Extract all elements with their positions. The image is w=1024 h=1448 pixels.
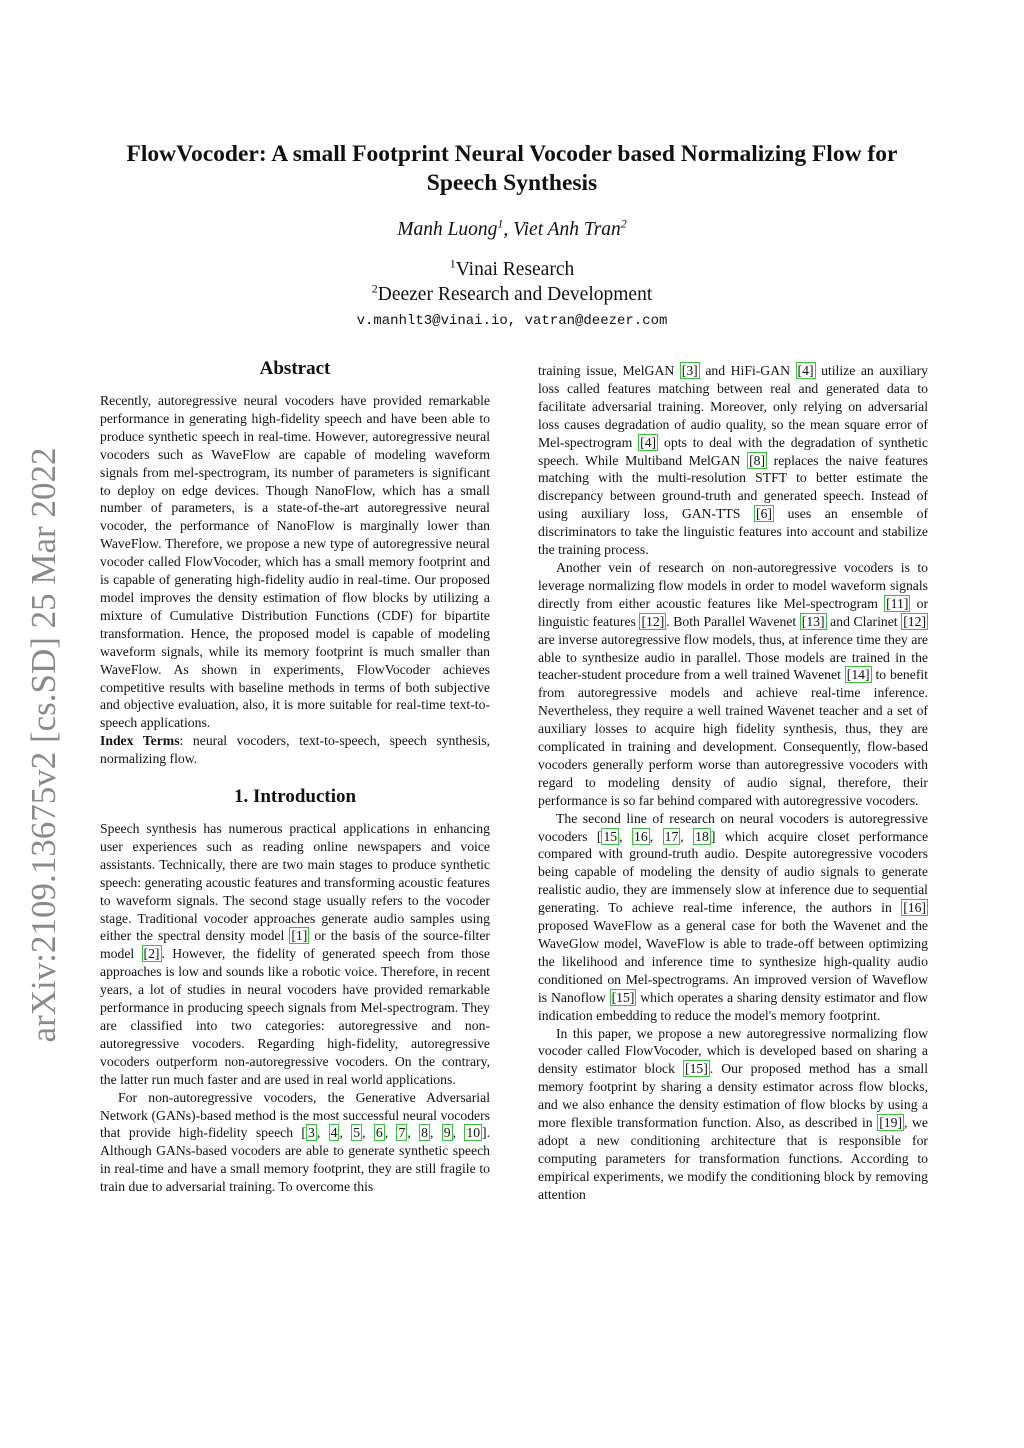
- affiliation-2-mark: 2: [371, 281, 378, 296]
- text-run: , we adopt a new conditioning architecture that is responsible for computing parameters for transformation functions. According to empirical experiments, we modify the conditioning block by removing attention: [538, 1115, 928, 1202]
- text-run: Speech synthesis has numerous practical applications in enhancing user experiences such as reading online newspapers and voice assistants. Technically, there are two main stages to produce synthetic speech: generating acoustic features and transforming acoustic features to waveform signals. The second stage usually refers to the vocoder stage. Traditional vocoder approaches generate audio samples using either the spectral density model: [100, 821, 490, 944]
- citation-link[interactable]: [12]: [903, 613, 927, 629]
- citation-group: 15 , 16 , 17 , 18: [603, 828, 709, 844]
- citation-link[interactable]: 8: [421, 1125, 428, 1141]
- author-1-affiliation: 1: [497, 216, 504, 231]
- citation-link[interactable]: 17: [664, 828, 679, 844]
- text-run: . Our proposed method has a small memory footprint by sharing a density estimator across flow blocks, and we also enhance the density estimation of flow blocks by using a more flexible transformation function. Also, as described in: [538, 1061, 928, 1131]
- left-column: [100, 358, 490, 1196]
- intro-paragraph-2: [100, 1089, 490, 1196]
- intro-paragraph-3: [538, 362, 928, 559]
- text-run: utilize an auxiliary loss called features matching between real and generated data to facilitate adversarial training. Moreover, only relying on adversarial loss causes degradation of audio quality, so the mean square error of Mel-spectrogram: [538, 363, 928, 450]
- abstract-text: Recently, autoregressive neural vocoders have provided remarkable performance in generating high-fidelity speech and have been able to produce synthetic speech in real-time. However, autoregressive neural vocoders such as WaveFlow are capable of modeling waveform signals from mel-spectrogram, its number of parameters is significant to deploy on edge devices. Though NanoFlow, which has a small number of parameters, is a state-of-the-art autoregressive neural vocoder, the performance of NanoFlow is marginally lower than WaveFlow. Therefore, we propose a new type of autoregressive neural vocoder called FlowVocoder, which has a small memory footprint and is capable of generating high-fidelity audio in real-time. Our proposed model improves the density estimation of flow blocks by utilizing a mixture of Cumulative Distribution Functions (CDF) for bipartite transformation. Hence, the proposed model is capable of modeling waveform signals, while its memory footprint is much smaller than WaveFlow. As shown in experiments, FlowVocoder achieves competitive results with baseline methods in terms of both subjective and objective evaluation, also, it is more suitable for real-time text-to-speech applications.: [100, 393, 490, 731]
- text-run: proposed WaveFlow as a general case for both the Wavenet and the WaveGlow model, WaveFlow is able to trade-off between optimizing the likelihood and inference time to synthesize high-quality audio conditioned on Mel-spectrograms. An improved version of Waveflow is Nanoflow: [538, 918, 928, 1005]
- citation-link[interactable]: 18: [695, 828, 709, 844]
- citation-link[interactable]: 16: [634, 828, 648, 844]
- intro-paragraph-5: [538, 810, 928, 1025]
- text-run: to benefit from autoregressive models and achieve real-time inference. Nevertheless, they require a well trained Wavenet teacher and a set of auxiliary losses to acquire high fidelity synthesis, thus, they are complicated in training and development. Consequently, flow-based vocoders generally perform worse than autoregressive vocoders with regard to modeling density of audio signal, therefore, their performance is so far behind compared with autoregressive vocoders.: [538, 667, 928, 808]
- intro-paragraph-6: [538, 1025, 928, 1204]
- affiliation-1-mark: 1: [449, 256, 456, 271]
- affiliation-2-name: Deezer Research and Development: [377, 284, 653, 305]
- intro-paragraph-1: [100, 820, 490, 1089]
- text-run: and HiFi-GAN: [699, 363, 796, 378]
- citation-link[interactable]: [4]: [797, 363, 814, 378]
- text-run: ]. Although GANs-based vocoders are able to generate synthetic speech in real-time and have a small memory footprint, they are still fragile to train due to adversarial training. To overcome this: [100, 1125, 491, 1195]
- citation-link[interactable]: [12]: [641, 613, 665, 629]
- text-run: training issue, MelGAN: [538, 363, 680, 378]
- author-1: Manh Luong: [397, 219, 498, 240]
- citation-group: 3 , 4 , 5 , 6 , 7 , 8 , 9 , 10: [307, 1125, 481, 1141]
- citation-link[interactable]: [15]: [611, 989, 635, 1005]
- affiliation-2: [90, 281, 934, 306]
- affiliation-1-name: Vinai Research: [455, 259, 575, 280]
- citation-link[interactable]: 4: [330, 1125, 338, 1141]
- citation-link[interactable]: [16]: [903, 900, 926, 916]
- text-run: Another vein of research on non-autoregressive vocoders is to leverage normalizing flow models in order to model waveform signals directly from either acoustic features like Mel-spectrogram: [538, 559, 928, 611]
- text-run: or the basis of the source-filter model: [100, 928, 490, 962]
- affiliation-1: [90, 256, 934, 281]
- citation-link[interactable]: 3: [307, 1125, 315, 1141]
- text-run: In this paper, we propose a new autoregressive normalizing flow vocoder called FlowVocoder, which is developed based on sharing a density estimator block: [538, 1025, 928, 1077]
- title-line-1: FlowVocoder: A small Footprint Neural Vocoder based Normalizing Flow for: [126, 141, 898, 167]
- text-run: . Both Parallel Wavenet: [666, 613, 800, 629]
- text-run: . However, the fidelity of generated speech from those approaches is low and sounds like a robotic voice. Therefore, in recent years, a lot of studies in neural vocoders have provided remarkable performance in producing speech signals from Mel-spectrogram. They are classified into two categories: autoregressive and non-autoregressive vocoders. Regarding high-fidelity, autoregressive vocoders outperform non-autoregressive vocoders. On the contrary, the latter run much faster and are used in real world applications.: [100, 946, 490, 1087]
- index-terms-label: Index Terms: [100, 733, 180, 749]
- citation-link[interactable]: [14]: [846, 667, 870, 683]
- text-run: and Clarinet: [826, 613, 902, 629]
- paper-title: [90, 140, 934, 198]
- authors: [90, 216, 934, 241]
- author-separator: ,: [503, 219, 514, 240]
- text-run: ] which acquire closet performance compared with ground-truth audio. Despite autoregressive vocoders being capable of modeling the density of audio signals to generate realistic audio, they are immensely slow at inference due to sequential generating. To achieve real-time inference, the authors in: [538, 828, 929, 916]
- author-emails[interactable]: v.manhlt3@vinai.io, vatran@deezer.com: [356, 313, 668, 329]
- author-2: Viet Anh Tran: [513, 219, 621, 240]
- citation-link[interactable]: [11]: [886, 595, 909, 611]
- citation-link[interactable]: 6: [375, 1125, 383, 1141]
- arxiv-identifier: arXiv:2109.13675v2 [cs.SD] 25 Mar 2022: [24, 447, 63, 1043]
- citation-link[interactable]: 5: [353, 1125, 361, 1141]
- citation-link[interactable]: [15]: [685, 1061, 708, 1077]
- citation-link[interactable]: 10: [466, 1125, 481, 1141]
- citation-link[interactable]: [4]: [640, 434, 657, 450]
- citation-link[interactable]: 9: [443, 1125, 451, 1141]
- abstract-heading: Abstract: [259, 358, 331, 379]
- author-2-affiliation: 2: [620, 216, 627, 231]
- citation-link[interactable]: [1]: [291, 928, 308, 944]
- index-terms: [100, 732, 490, 768]
- arxiv-sidebar: [14, 440, 74, 1050]
- citation-link[interactable]: [19]: [879, 1115, 903, 1131]
- citation-link[interactable]: [3]: [681, 363, 698, 378]
- citation-link[interactable]: [13]: [801, 613, 825, 629]
- text-run: opts to deal with the degradation of synthetic speech. While Multiband MelGAN: [538, 434, 928, 468]
- right-column: [538, 362, 928, 1204]
- text-run: replaces the naive features matching with the multi-resolution STFT to better estimate the discrepancy between ground-truth and generated speech. Instead of using auxiliary loss, GAN-TTS: [538, 452, 929, 522]
- text-run: The second line of research on neural vocoders is autoregressive vocoders [: [538, 810, 928, 844]
- title-line-2: Speech Synthesis: [426, 170, 598, 196]
- intro-paragraph-4: [538, 559, 928, 810]
- text-run: uses an ensemble of discriminators to take the linguistic features into account and stabilize the training process.: [538, 506, 928, 558]
- citation-link[interactable]: [6]: [756, 506, 772, 522]
- text-run: For non-autoregressive vocoders, the Generative Adversarial Network (GANs)-based method is the most successful neural vocoders that provide high-fidelity speech [: [100, 1089, 490, 1141]
- text-run: are inverse autoregressive flow models, thus, at inference time they are able to synthesize audio in parallel. Those models are trained in the teacher-student procedure from a well trained Wavenet: [538, 631, 928, 683]
- text-run: or linguistic features: [538, 595, 928, 629]
- introduction-heading: 1. Introduction: [233, 786, 357, 808]
- citation-link[interactable]: [2]: [143, 946, 160, 962]
- text-run: which operates a sharing density estimator and flow indication embedding to reduce the model's memory footprint.: [538, 989, 929, 1023]
- index-terms-text: : neural vocoders, text-to-speech, speech synthesis, normalizing flow.: [100, 733, 490, 767]
- citation-link[interactable]: 15: [603, 828, 618, 844]
- citation-link[interactable]: [8]: [749, 452, 766, 468]
- citation-link[interactable]: 7: [398, 1125, 406, 1141]
